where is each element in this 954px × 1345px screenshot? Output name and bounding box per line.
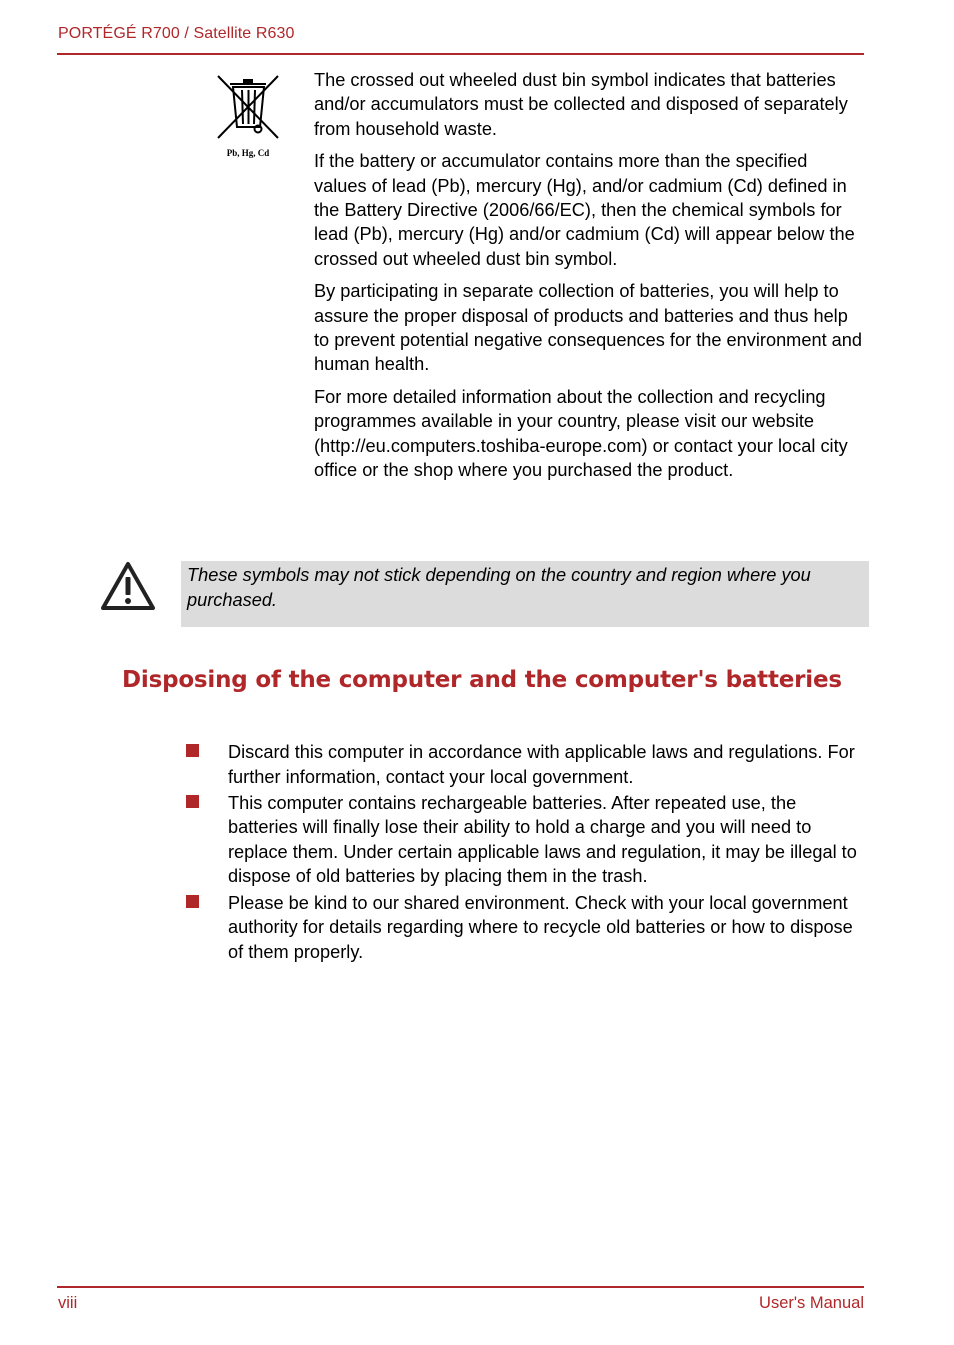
- paragraph: By participating in separate collection of batteries, you will help to assure the proper disposal of products and batteries and thus help to prevent potential negative consequences for the environment and human health.: [314, 281, 863, 375]
- footer-divider: [57, 1286, 864, 1288]
- list-item-text: Discard this computer in accordance with applicable laws and regulations. For further information, contact your local government.: [228, 742, 855, 787]
- square-bullet-icon: [186, 895, 199, 908]
- header-title: PORTÉGÉ R700 / Satellite R630: [58, 25, 295, 42]
- crossed-out-wheeled-bin-icon: [212, 72, 284, 144]
- note-box: [181, 561, 869, 627]
- list-item-text: Please be kind to our shared environment. Check with your local government authority for details regarding where to recycle old batteries or how to dispose of them properly.: [228, 892, 853, 962]
- paragraph: If the battery or accumulator contains more than the specified values of lead (Pb), mercury (Hg), and/or cadmium (Cd) defined in the Battery Directive (2006/66/EC), then the chemical symbols for lead (Pb), mercury (Hg) and/or cadmium (Cd) will appear below the crossed out wheeled dust bin symbol.: [314, 151, 855, 269]
- square-bullet-icon: [186, 744, 199, 757]
- disposal-bullet-list: [184, 740, 864, 966]
- manual-name: User's Manual: [759, 1294, 864, 1312]
- section-heading: Disposing of the computer and the computer's batteries: [122, 667, 842, 693]
- header-divider: [57, 53, 864, 55]
- list-item: [184, 791, 864, 889]
- paragraph: For more detailed information about the collection and recycling programmes available in your country, please visit our website (http://eu.computers.toshiba-europe.com) or contact your local city office or the shop where you purchased the product.: [314, 386, 848, 481]
- battery-info-text: [314, 68, 862, 491]
- list-item: [184, 740, 864, 789]
- warning-triangle-icon: [100, 561, 156, 611]
- list-item-text: This computer contains rechargeable batteries. After repeated use, the batteries will finally lose their ability to hold a charge and you will need to replace them. Under certain applicable laws and regulation, it may be illegal to dispose of old batteries by placing them in the trash.: [228, 792, 857, 887]
- bin-symbol-figure: [212, 72, 284, 162]
- square-bullet-icon: [186, 795, 199, 808]
- page-number: viii: [58, 1294, 78, 1312]
- list-item: [184, 891, 864, 965]
- bin-symbol-caption: Pb, Hg, Cd: [226, 148, 270, 158]
- note-text: These symbols may not stick depending on the country and region where you purchased.: [187, 565, 811, 610]
- paragraph: The crossed out wheeled dust bin symbol indicates that batteries and/or accumulators must be collected and disposed of separately from household waste.: [314, 70, 848, 139]
